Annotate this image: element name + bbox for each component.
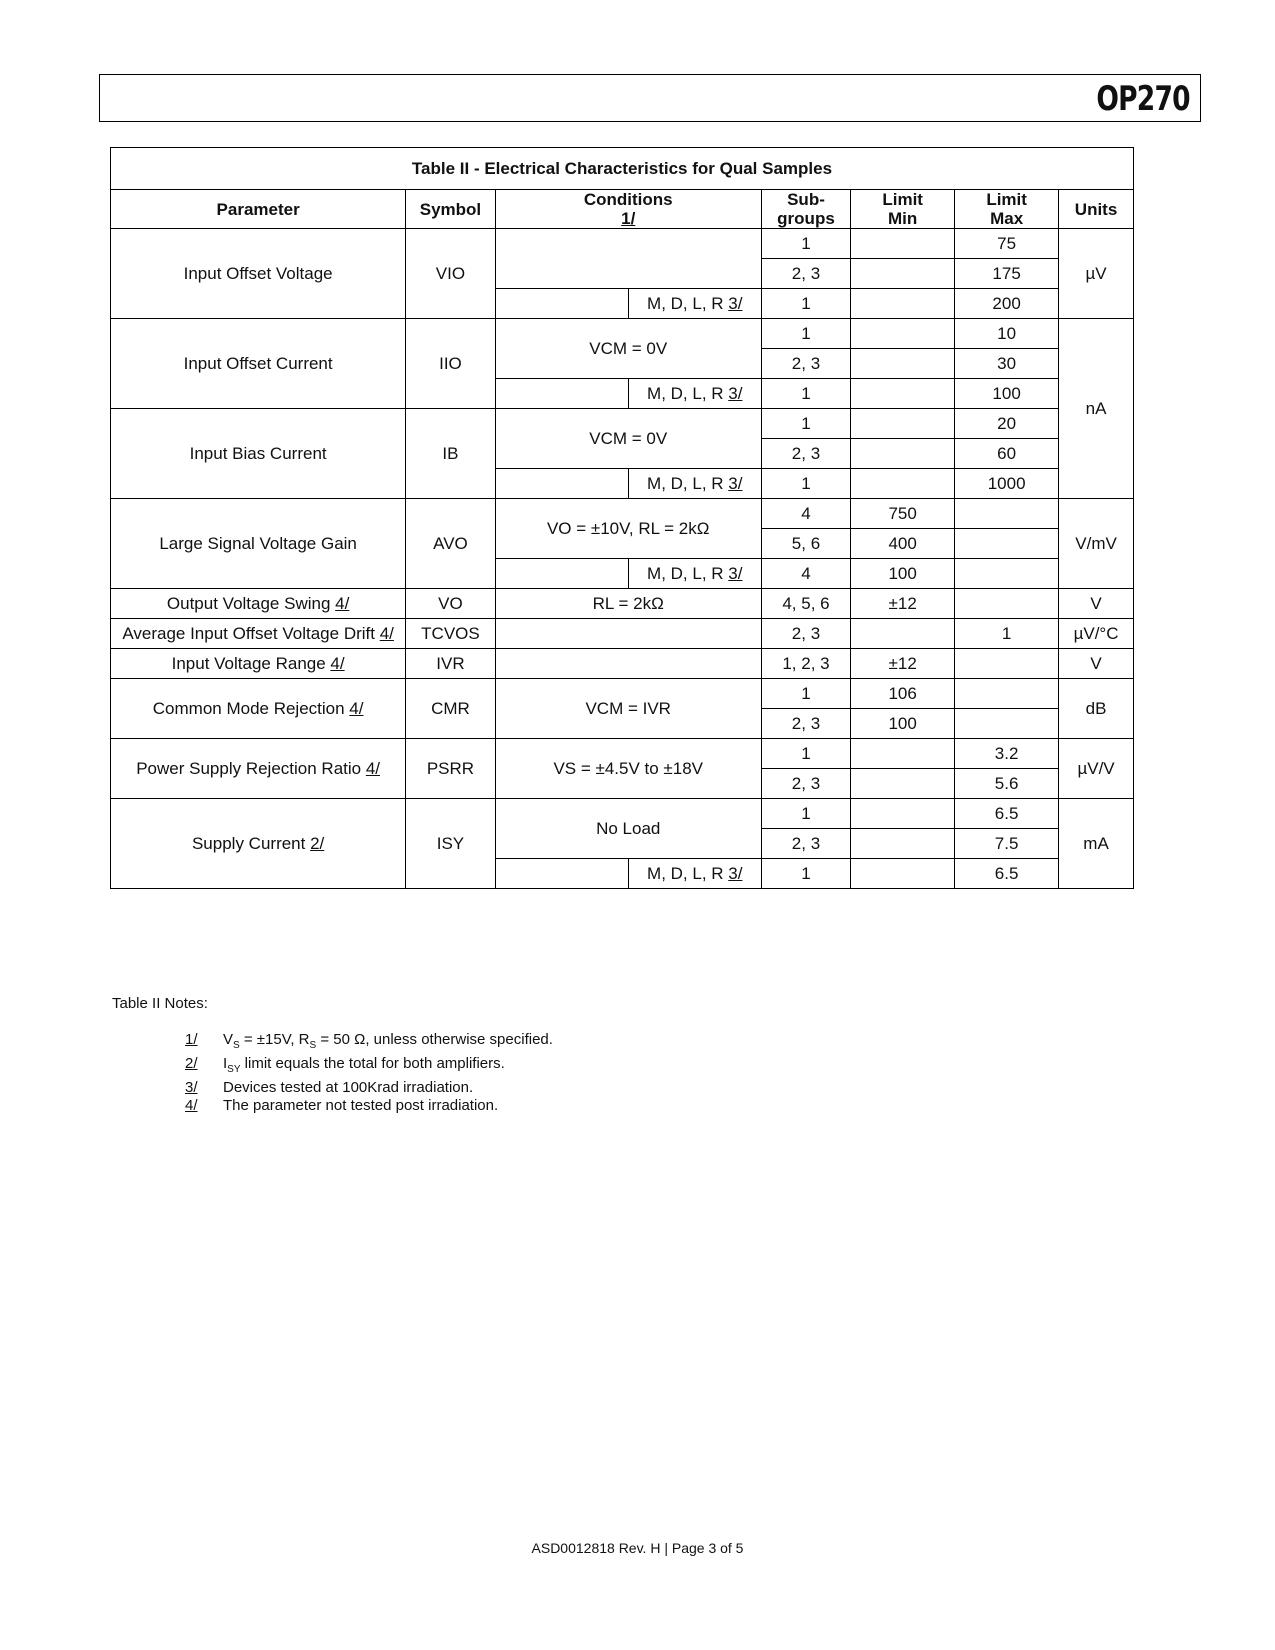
table-cell: 2, 3	[761, 709, 850, 739]
table-cell: IVR	[406, 649, 495, 679]
table-cell: 1	[761, 679, 850, 709]
table-cell: Large Signal Voltage Gain	[111, 499, 406, 589]
table-cell: 4	[761, 559, 850, 589]
list-item: 3/ Devices tested at 100Krad irradiation.	[185, 1079, 474, 1096]
table-cell: 106	[851, 679, 955, 709]
table-cell	[955, 529, 1059, 559]
notes-title: Table II Notes:	[112, 995, 208, 1012]
table-cell	[851, 409, 955, 439]
page-footer: ASD0012818 Rev. H | Page 3 of 5	[531, 1540, 744, 1556]
table-cell: ±12	[851, 649, 955, 679]
table-cell	[851, 739, 955, 769]
table-cell: 1	[761, 379, 850, 409]
table-cell	[495, 469, 628, 499]
table-cell: AVO	[406, 499, 495, 589]
table-cell	[955, 649, 1059, 679]
table-cell: M, D, L, R 3/	[628, 859, 761, 889]
table-cell: 2, 3	[761, 829, 850, 859]
table-cell	[851, 769, 955, 799]
table-caption: Table II - Electrical Characteristics for Qual Samples	[111, 148, 1134, 190]
table-row	[111, 589, 1134, 619]
table-cell	[495, 229, 761, 289]
table-cell: 1	[761, 859, 850, 889]
table-cell: V/mV	[1059, 499, 1134, 589]
table-cell: 1	[761, 409, 850, 439]
table-cell: VO	[406, 589, 495, 619]
table-cell	[851, 469, 955, 499]
table-cell: 1	[955, 619, 1059, 649]
table-cell: 1	[761, 799, 850, 829]
table-cell: 6.5	[955, 859, 1059, 889]
table-cell: 200	[955, 289, 1059, 319]
table-cell	[955, 709, 1059, 739]
table-cell: 7.5	[955, 829, 1059, 859]
table-cell: V	[1059, 589, 1134, 619]
table-cell	[851, 379, 955, 409]
table-cell: No Load	[495, 799, 761, 859]
table-cell: VCM = 0V	[495, 409, 761, 469]
table-cell: M, D, L, R 3/	[628, 469, 761, 499]
table-cell: IIO	[406, 319, 495, 409]
table-cell: 100	[851, 559, 955, 589]
list-item: 2/ $I_{SY}$ limit equals the total for both amplifiers.	[185, 1055, 505, 1075]
table-cell: VIO	[406, 229, 495, 319]
table-cell: 2, 3	[761, 439, 850, 469]
table-cell: nA	[1059, 319, 1134, 499]
table-cell: 400	[851, 529, 955, 559]
table-cell	[955, 499, 1059, 529]
table-row	[111, 319, 1134, 349]
table-row	[111, 229, 1134, 259]
table-cell: 4	[761, 499, 850, 529]
table-cell	[495, 859, 628, 889]
table-cell: 100	[851, 709, 955, 739]
col-conditions: Conditions 1/	[495, 190, 761, 229]
table-cell: 175	[955, 259, 1059, 289]
table-cell: mA	[1059, 799, 1134, 889]
table-cell: Supply Current 2/	[111, 799, 406, 889]
table-cell: 30	[955, 349, 1059, 379]
table-cell: Power Supply Rejection Ratio 4/	[111, 739, 406, 799]
table-row	[111, 499, 1134, 529]
table-cell: µV	[1059, 229, 1134, 319]
table-cell	[955, 559, 1059, 589]
table-cell	[851, 829, 955, 859]
table-cell: 5, 6	[761, 529, 850, 559]
table-cell: RL = 2kΩ	[495, 589, 761, 619]
table-cell: 75	[955, 229, 1059, 259]
table-cell	[955, 589, 1059, 619]
table-cell: M, D, L, R 3/	[628, 559, 761, 589]
table-cell: VS = ±4.5V to ±18V	[495, 739, 761, 799]
table-cell	[851, 259, 955, 289]
table-cell: Common Mode Rejection 4/	[111, 679, 406, 739]
table-cell: dB	[1059, 679, 1134, 739]
table-cell: 10	[955, 319, 1059, 349]
table-cell	[851, 229, 955, 259]
table-row	[111, 649, 1134, 679]
table-cell	[495, 619, 761, 649]
table-cell: VO = ±10V, RL = 2kΩ	[495, 499, 761, 559]
list-item: 1/ $V_S = \pm 15V$, $R_S = 50$ Ω, unless otherwise specified.	[185, 1031, 553, 1051]
table-cell	[851, 319, 955, 349]
table-cell	[495, 559, 628, 589]
table-cell: 2, 3	[761, 619, 850, 649]
table-cell: 1, 2, 3	[761, 649, 850, 679]
table-cell: µV/°C	[1059, 619, 1134, 649]
table-cell	[851, 349, 955, 379]
table-cell: 60	[955, 439, 1059, 469]
table-cell	[955, 679, 1059, 709]
col-subgroups: Sub- groups	[761, 190, 850, 229]
table-cell: 2, 3	[761, 259, 850, 289]
table-cell: PSRR	[406, 739, 495, 799]
table-cell: 1	[761, 739, 850, 769]
table-cell: 2, 3	[761, 769, 850, 799]
table-cell: Input Offset Current	[111, 319, 406, 409]
table-cell: 1	[761, 289, 850, 319]
notes-list	[185, 1031, 553, 1115]
table-cell: Input Offset Voltage	[111, 229, 406, 319]
col-symbol: Symbol	[406, 190, 495, 229]
header-box	[99, 74, 1201, 122]
table-row	[111, 739, 1134, 769]
table-cell: 6.5	[955, 799, 1059, 829]
document-title: OP270	[1096, 79, 1190, 119]
table-cell	[495, 289, 628, 319]
table-row	[111, 619, 1134, 649]
table-cell: 2, 3	[761, 349, 850, 379]
table-header-row	[111, 190, 1134, 229]
table-cell: Output Voltage Swing 4/	[111, 589, 406, 619]
table-cell	[851, 799, 955, 829]
table-cell: 20	[955, 409, 1059, 439]
table-cell: ISY	[406, 799, 495, 889]
table-cell: 750	[851, 499, 955, 529]
table-cell: ±12	[851, 589, 955, 619]
col-limit-max: Limit Max	[955, 190, 1059, 229]
table-cell: 3.2	[955, 739, 1059, 769]
table-cell	[851, 439, 955, 469]
col-parameter: Parameter	[111, 190, 406, 229]
table-cell	[851, 619, 955, 649]
table-cell: 4, 5, 6	[761, 589, 850, 619]
table-cell: M, D, L, R 3/	[628, 289, 761, 319]
table-cell: 1	[761, 469, 850, 499]
table-cell: TCVOS	[406, 619, 495, 649]
table-cell: Input Voltage Range 4/	[111, 649, 406, 679]
table-cell: Average Input Offset Voltage Drift 4/	[111, 619, 406, 649]
table-cell: VCM = IVR	[495, 679, 761, 739]
table-cell: Input Bias Current	[111, 409, 406, 499]
table-row	[111, 679, 1134, 709]
col-limit-min: Limit Min	[851, 190, 955, 229]
table-cell	[851, 859, 955, 889]
table-cell: µV/V	[1059, 739, 1134, 799]
table-cell: 1000	[955, 469, 1059, 499]
table-cell: V	[1059, 649, 1134, 679]
table-cell: M, D, L, R 3/	[628, 379, 761, 409]
table-cell: 100	[955, 379, 1059, 409]
table-cell	[495, 379, 628, 409]
table-cell	[851, 289, 955, 319]
table-cell: 5.6	[955, 769, 1059, 799]
table-row	[111, 799, 1134, 829]
table-cell: 1	[761, 319, 850, 349]
table-cell: CMR	[406, 679, 495, 739]
table-cell	[495, 649, 761, 679]
col-units: Units	[1059, 190, 1134, 229]
table-cell: 1	[761, 229, 850, 259]
electrical-characteristics-table	[110, 147, 1134, 889]
table-row	[111, 409, 1134, 439]
list-item: 4/ The parameter not tested post irradiation.	[185, 1097, 499, 1114]
table-cell: VCM = 0V	[495, 319, 761, 379]
table-cell: IB	[406, 409, 495, 499]
